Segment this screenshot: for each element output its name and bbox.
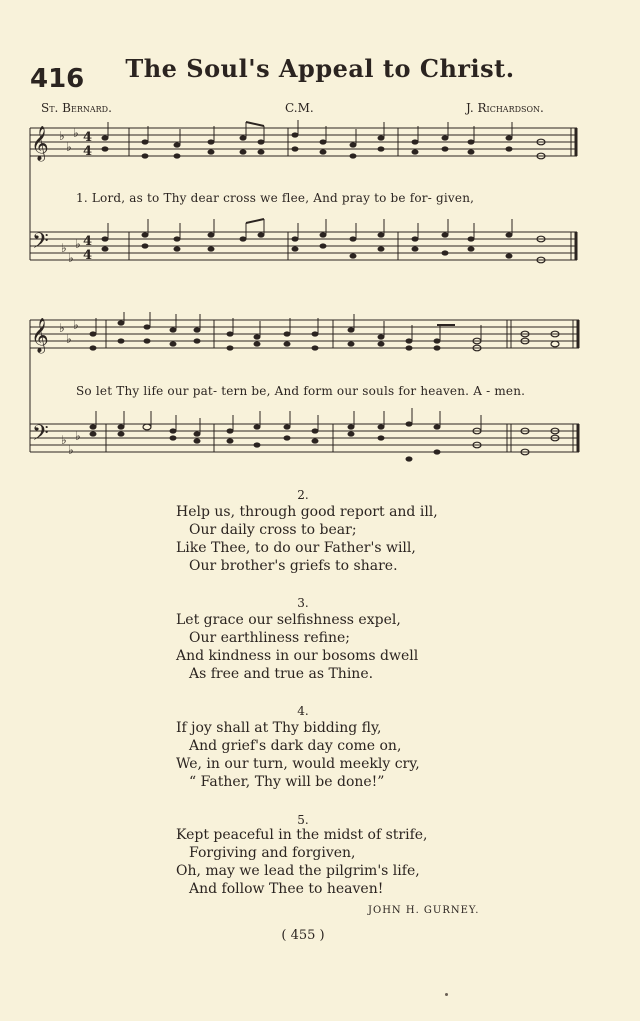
verse-line: As free and true as Thine. <box>189 666 374 682</box>
hymn-number: 416 <box>30 64 85 94</box>
verse-line: And follow Thee to heaven! <box>189 881 384 897</box>
verse-line: Let grace our selfishness expel, <box>176 612 401 628</box>
verse-line: If joy shall at Thy bidding fly, <box>176 720 382 736</box>
svg-text:♭: ♭ <box>75 237 81 251</box>
verse-line: “ Father, Thy will be done!” <box>189 774 385 790</box>
meter: C.M. <box>285 101 314 115</box>
verse-number: 5. <box>297 813 309 827</box>
svg-text:4: 4 <box>83 144 93 159</box>
print-speck <box>445 993 448 996</box>
svg-text:♭: ♭ <box>68 443 74 457</box>
svg-text:𝄞: 𝄞 <box>31 126 49 161</box>
svg-text:𝄞: 𝄞 <box>31 318 49 353</box>
verse-line: Like Thee, to do our Father's will, <box>176 540 416 556</box>
lyrics-line-1: 1. Lord, as to Thy dear cross we flee, And pray to be for- given, <box>76 191 475 205</box>
page-number: ( 455 ) <box>281 928 325 943</box>
verse-line: We, in our turn, would meekly cry, <box>176 756 420 772</box>
tune-name: St. Bernard. <box>41 101 112 115</box>
lyrics-line-2: So let Thy life our pat- tern be, And form our souls for heaven. A - men. <box>76 384 526 398</box>
svg-text:♭: ♭ <box>73 318 79 332</box>
svg-text:4: 4 <box>83 130 93 145</box>
author-credit: JOHN H. GURNEY. <box>368 905 480 916</box>
svg-text:♭: ♭ <box>66 140 72 154</box>
verse-line: Forgiving and forgiven, <box>189 845 356 861</box>
composer: J. Richardson. <box>466 101 544 115</box>
verse-line: Oh, may we lead the pilgrim's life, <box>176 863 420 879</box>
svg-text:♭: ♭ <box>61 433 67 447</box>
verse-line: Kept peaceful in the midst of strife, <box>176 827 428 843</box>
hymn-title: The Soul's Appeal to Christ. <box>125 54 515 83</box>
verse-number: 3. <box>297 596 309 610</box>
svg-text:♭: ♭ <box>59 129 65 143</box>
verse-line: Our daily cross to bear; <box>189 522 357 538</box>
svg-text:𝄢: 𝄢 <box>32 421 49 451</box>
verse-number: 2. <box>297 488 309 502</box>
svg-text:4: 4 <box>83 234 93 249</box>
svg-text:♭: ♭ <box>59 321 65 335</box>
svg-text:♭: ♭ <box>75 429 81 443</box>
verse-line: And grief's dark day come on, <box>189 738 402 754</box>
svg-text:♭: ♭ <box>66 332 72 346</box>
verse-line: And kindness in our bosoms dwell <box>176 648 419 664</box>
svg-text:𝄢: 𝄢 <box>32 229 49 259</box>
svg-text:4: 4 <box>83 248 93 263</box>
verse-line: Our earthliness refine; <box>189 630 351 646</box>
verse-line: Help us, through good report and ill, <box>176 504 438 520</box>
svg-text:♭: ♭ <box>61 241 67 255</box>
svg-text:♭: ♭ <box>73 126 79 140</box>
verse-number: 4. <box>297 704 309 718</box>
svg-text:♭: ♭ <box>68 251 74 265</box>
verse-line: Our brother's griefs to share. <box>189 558 398 574</box>
